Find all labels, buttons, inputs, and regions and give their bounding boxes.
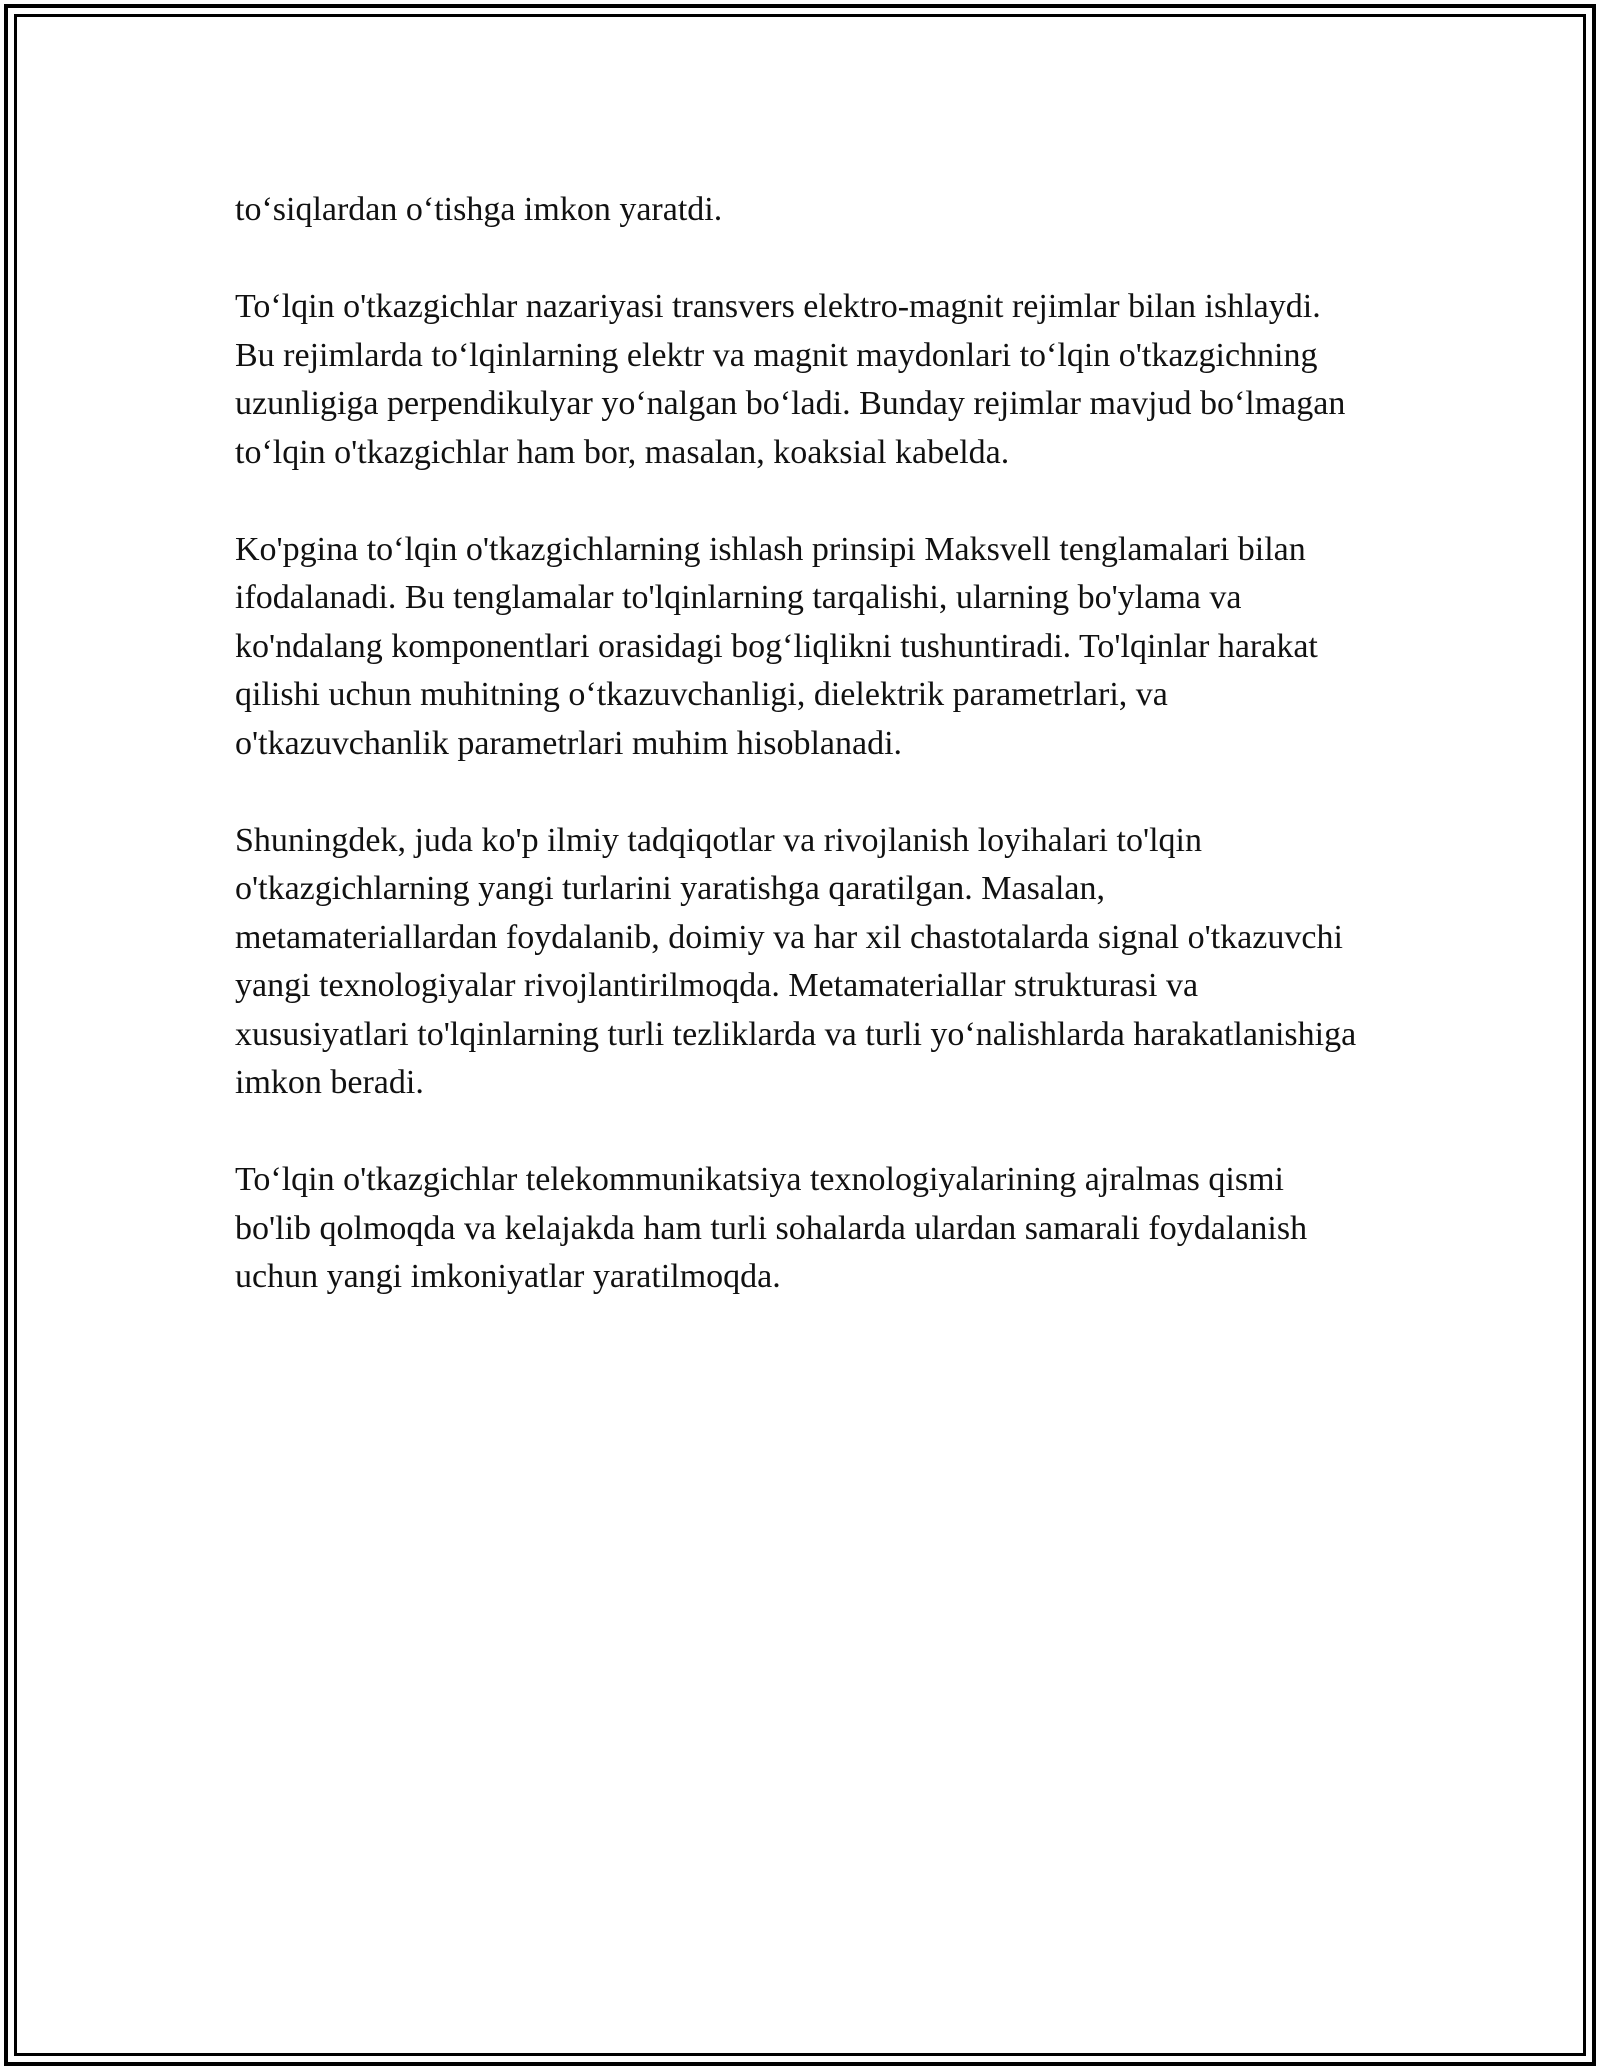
paragraph: Shuningdek, juda ko'p ilmiy tadqiqotlar va rivojlanish loyihalari to'lqin o'tkazgichlarning yangi turlarini yaratishga qaratilgan. Masalan, metamateriallardan foydalanib, doimiy va har xil chastotalarda signal o'tkazuvchi yangi texnologiyalar rivojlantirilmoqda. Metamateriallar strukturasi va xususiyatlari to'lqinlarning turli tezliklarda va turli yo‘nalishlarda harakatlanishiga imkon beradi. bbox=[235, 821, 1357, 1101]
document-body bbox=[235, 186, 1365, 1302]
paragraph: To‘lqin o'tkazgichlar nazariyasi transvers elektro-magnit rejimlar bilan ishlaydi. Bu rejimlarda to‘lqinlarning elektr va magnit maydonlari to‘lqin o'tkazgichning uzunligiga perpendikulyar yo‘nalgan bo‘ladi. Bunday rejimlar mavjud bo‘lmagan to‘lqin o'tkazgichlar ham bor, masalan, koaksial kabelda. bbox=[235, 288, 1346, 471]
paragraph: To‘lqin o'tkazgichlar telekommunikatsiya texnologiyalarining ajralmas qismi bo'lib qolmoqda va kelajakda ham turli sohalarda ulardan samarali foydalanish uchun yangi imkoniyatlar yaratilmoqda. bbox=[235, 1161, 1308, 1295]
paragraph: to‘siqlardan o‘tishga imkon yaratdi. bbox=[235, 191, 723, 228]
paragraph: Ko'pgina to‘lqin o'tkazgichlarning ishlash prinsipi Maksvell tenglamalari bilan ifodalanadi. Bu tenglamalar to'lqinlarning tarqalishi, ularning bo'ylama va ko'ndalang komponentlari orasidagi bog‘liqlikni tushuntiradi. To'lqinlar harakat qilishi uchun muhitning o‘tkazuvchanligi, dielektrik parametrlari, va o'tkazuvchanlik parametrlari muhim hisoblanadi. bbox=[235, 530, 1318, 762]
